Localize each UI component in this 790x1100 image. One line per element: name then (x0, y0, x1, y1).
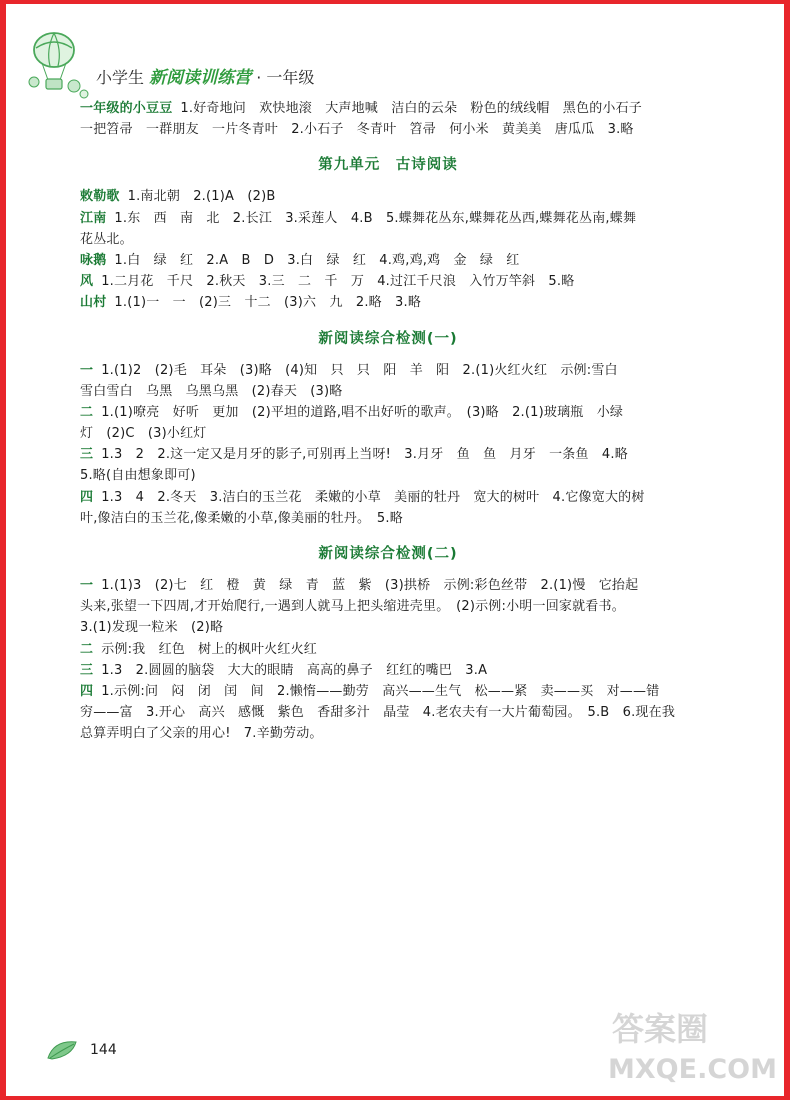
poem-label: 敕勒歌 (80, 189, 120, 205)
answer-text: 1.(1)一 一 (2)三 十二 (3)六 九 2.略 3.略 (114, 295, 422, 311)
question-label: 四 (80, 683, 94, 699)
answer-line (80, 229, 696, 250)
answer-text: 灯 (2)C (3)小红灯 (80, 426, 207, 442)
answer-line (80, 465, 696, 486)
brand-suffix: · 一年级 (256, 68, 315, 87)
poem-label: 山村 (80, 295, 107, 311)
question-label: 一 (80, 362, 94, 378)
answer-text: 1.南北朝 2.(1)A (2)B (127, 189, 276, 205)
answer-text: 3.(1)发现一粒米 (2)略 (80, 620, 224, 636)
answer-line (80, 360, 696, 381)
answer-line (80, 402, 696, 423)
poem-label: 风 (80, 274, 94, 290)
answer-text: 一把笤帚 一群朋友 一片冬青叶 2.小石子 冬青叶 笤帚 何小米 黄美美 唐瓜瓜 3.略 (80, 122, 634, 138)
answer-line (80, 487, 696, 508)
answer-line (80, 119, 696, 140)
answer-line (80, 186, 696, 207)
brand-title (96, 63, 314, 88)
answer-line (80, 444, 696, 465)
answer-text: 示例:我 红色 树上的枫叶火红火红 (101, 641, 317, 657)
answer-text: 1.示例:问 闷 闭 闰 间 2.懒惰——勤劳 高兴——生气 松——紧 卖——买 对——错 (101, 683, 660, 699)
answer-line (80, 508, 696, 529)
answer-text: 1.3 2 2.这一定又是月牙的影子,可别再上当呀! 3.月牙 鱼 鱼 月牙 一条鱼 4.略 (101, 447, 628, 463)
answer-text: 总算弄明白了父亲的用心! 7.辛勤劳动。 (80, 726, 323, 742)
page-footer (46, 1034, 166, 1064)
watermark-logo (602, 1002, 778, 1088)
page-number: 144 (90, 1042, 117, 1058)
answer-line (80, 208, 696, 229)
answer-text: 5.略(自由想象即可) (80, 468, 196, 484)
answer-text: 1.(1)2 (2)毛 耳朵 (3)略 (4)知 只 只 阳 羊 阳 2.(1)火红火红 示例:雪白 (101, 362, 618, 378)
answer-text: 1.好奇地问 欢快地滚 大声地喊 洁白的云朵 粉色的绒线帽 黑色的小石子 (180, 101, 643, 116)
question-label: 一 (80, 578, 94, 593)
brand-prefix: 小学生 (96, 68, 145, 87)
answer-text: 穷——富 3.开心 高兴 感慨 紫色 香甜多汁 晶莹 4.老农夫有一大片葡萄园。 5.B 6.现在我 (80, 705, 676, 721)
answer-line (80, 617, 696, 638)
answer-text: 雪白雪白 乌黑 乌黑乌黑 (2)春天 (3)略 (80, 383, 343, 399)
answer-line (80, 292, 696, 313)
page (6, 4, 784, 1096)
answer-text: 1.二月花 千尺 2.秋天 3.三 二 千 万 4.过江千尺浪 入竹万竿斜 5.略 (101, 274, 575, 290)
answer-content (80, 98, 696, 745)
question-label: 三 (80, 662, 94, 678)
watermark-top: 答案圈 (612, 1010, 709, 1048)
watermark-bottom: MXQE.COM (608, 1054, 777, 1085)
answer-text: 1.(1)嘹亮 好听 更加 (2)平坦的道路,唱不出好听的歌声。 (3)略 2.(1)玻璃瓶 小绿 (101, 404, 624, 420)
answer-text: 1.东 西 南 北 2.长江 3.采莲人 4.B 5.蝶舞花丛东,蝶舞花丛西,蝶舞花丛南,蝶舞 (114, 210, 637, 226)
answer-line (80, 98, 696, 119)
question-label: 四 (80, 489, 94, 505)
question-label: 三 (80, 447, 94, 463)
answer-text: 1.3 4 2.冬天 3.洁白的玉兰花 柔嫩的小草 美丽的牡丹 宽大的树叶 4.它像宽大的树 (101, 489, 645, 505)
answer-text: 1.白 绿 红 2.A B D 3.白 绿 红 4.鸡,鸡,鸡 金 绿 红 (114, 252, 520, 268)
answer-text: 叶,像洁白的玉兰花,像柔嫩的小草,像美丽的牡丹。 5.略 (80, 510, 403, 526)
question-label: 二 (80, 641, 94, 657)
answer-line (80, 250, 696, 271)
answer-line (80, 271, 696, 292)
question-label: 二 (80, 404, 94, 420)
answer-line (80, 681, 696, 702)
answer-text: 花丛北。 (80, 231, 133, 247)
answer-line (80, 423, 696, 444)
test-title: 新阅读综合检测(二) (318, 546, 458, 562)
poem-label: 江南 (80, 210, 107, 226)
answer-line (80, 702, 696, 723)
answer-text: 1.3 2.圆圆的脑袋 大大的眼睛 高高的鼻子 红红的嘴巴 3.A (101, 662, 488, 678)
header (26, 30, 426, 102)
section-label: 一年级的小豆豆 (80, 101, 173, 116)
answer-line (80, 639, 696, 660)
answer-line (80, 660, 696, 681)
answer-line (80, 723, 696, 744)
leaf-icon (46, 1038, 86, 1062)
answer-line (80, 381, 696, 402)
answer-text: 头来,张望一下四周,才开始爬行,一遇到人就马上把头缩进壳里。 (2)示例:小明一回家就看书。 (80, 599, 625, 615)
test-title: 新阅读综合检测(一) (318, 330, 458, 347)
answer-line (80, 575, 696, 596)
poem-label: 咏鹅 (80, 252, 107, 268)
answer-text: 1.(1)3 (2)七 红 橙 黄 绿 青 蓝 紫 (3)拱桥 示例:彩色丝带 2.(1)慢 它抬起 (101, 578, 639, 593)
unit-title: 第九单元 古诗阅读 (318, 157, 458, 174)
hot-air-balloon-icon (26, 30, 96, 102)
answer-line (80, 596, 696, 617)
brand-main: 新阅读训练营 (149, 68, 252, 88)
